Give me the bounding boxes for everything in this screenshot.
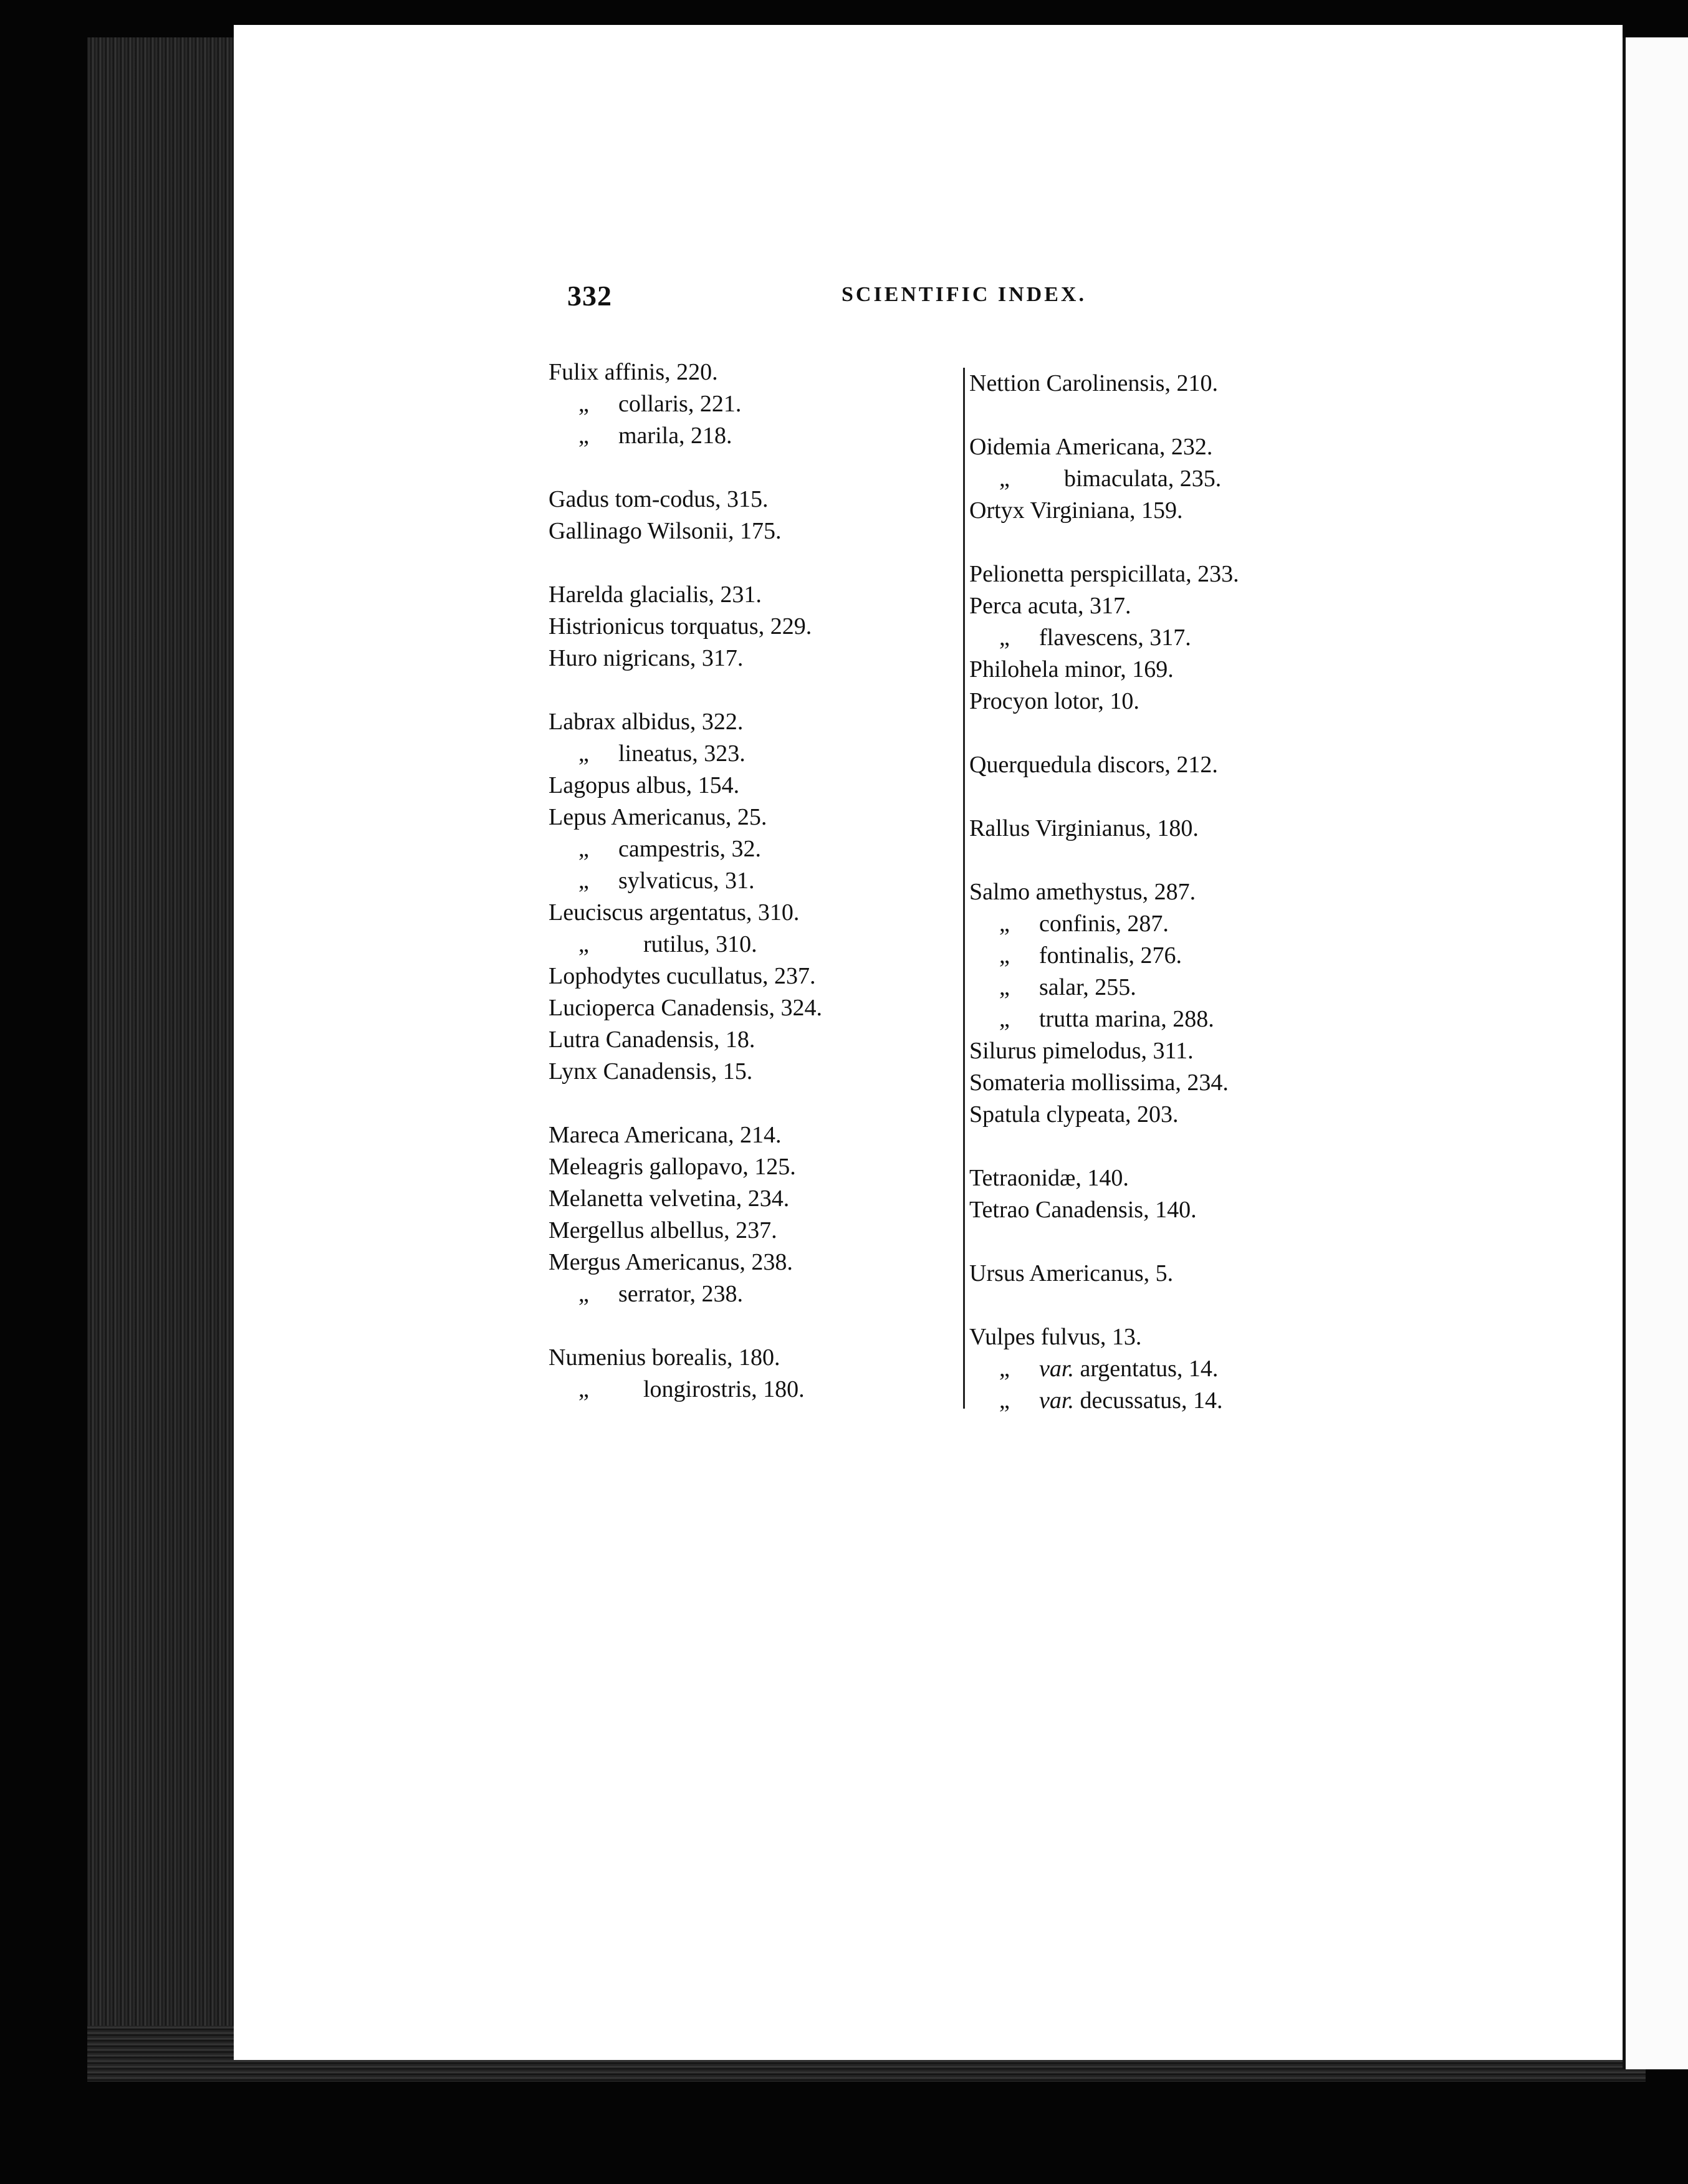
index-entry xyxy=(549,611,898,643)
ditto-mark: „ xyxy=(999,466,1010,492)
entry-text: Melanetta velvetina, 234. xyxy=(549,1185,790,1212)
index-subentry xyxy=(969,908,1356,940)
index-entry xyxy=(549,484,898,515)
index-entry xyxy=(549,897,898,929)
ditto-mark: „ xyxy=(999,911,1010,937)
index-entry xyxy=(969,813,1356,845)
column-divider-rule xyxy=(963,368,965,1409)
entry-text: Mergellus albellus, 237. xyxy=(549,1217,777,1243)
ditto-mark: „ xyxy=(578,868,589,894)
index-subentry xyxy=(549,738,898,770)
index-entry xyxy=(549,1247,898,1278)
index-subentry xyxy=(549,420,898,452)
index-entry xyxy=(549,1151,898,1183)
page-header xyxy=(567,279,1128,323)
index-column-left xyxy=(549,357,898,1406)
index-subentry xyxy=(969,463,1356,495)
ditto-mark: „ xyxy=(578,1376,589,1402)
index-entry xyxy=(969,431,1356,463)
index-entry xyxy=(969,495,1356,527)
index-subentry xyxy=(549,929,898,960)
ditto-mark: „ xyxy=(999,974,1010,1000)
entry-text: serrator, 238. xyxy=(618,1281,744,1307)
index-entry xyxy=(969,1035,1356,1067)
entry-text: decussatus, 14. xyxy=(1080,1387,1223,1414)
entry-text: marila, 218. xyxy=(618,423,732,449)
entry-text: Histrionicus torquatus, 229. xyxy=(549,613,812,639)
entry-text: Oidemia Americana, 232. xyxy=(969,434,1213,460)
entry-text: sylvaticus, 31. xyxy=(618,868,755,894)
entry-text: Ortyx Virginiana, 159. xyxy=(969,497,1183,524)
entry-text: Philohela minor, 169. xyxy=(969,656,1174,682)
index-entry xyxy=(549,1119,898,1151)
entry-text: salar, 255. xyxy=(1039,974,1136,1000)
index-entry xyxy=(549,1342,898,1374)
entry-text: Rallus Virginianus, 180. xyxy=(969,815,1199,841)
index-column-right xyxy=(969,368,1356,1417)
index-subentry xyxy=(549,865,898,897)
index-entry xyxy=(969,558,1356,590)
entry-text: Tetrao Canadensis, 140. xyxy=(969,1197,1197,1223)
ditto-mark: „ xyxy=(578,423,589,449)
entry-text: Lutra Canadensis, 18. xyxy=(549,1027,755,1053)
variety-prefix: var. xyxy=(1039,1387,1074,1414)
page-number: 332 xyxy=(567,280,612,312)
entry-text: Tetraonidæ, 140. xyxy=(969,1165,1129,1191)
index-entry xyxy=(969,368,1356,400)
entry-text: Pelionetta perspicillata, 233. xyxy=(969,561,1239,587)
entry-text: Gallinago Wilsonii, 175. xyxy=(549,518,782,544)
entry-text: argentatus, 14. xyxy=(1080,1356,1219,1382)
ditto-mark: „ xyxy=(999,1006,1010,1032)
entry-text: Labrax albidus, 322. xyxy=(549,709,744,735)
index-entry xyxy=(549,992,898,1024)
index-entry xyxy=(969,1194,1356,1226)
index-entry xyxy=(549,960,898,992)
entry-text: lineatus, 323. xyxy=(618,740,746,767)
index-entry xyxy=(549,515,898,547)
index-entry xyxy=(969,686,1356,717)
entry-text: longirostris, 180. xyxy=(643,1376,805,1402)
entry-text: Lucioperca Canadensis, 324. xyxy=(549,995,822,1021)
entry-text: Perca acuta, 317. xyxy=(969,593,1131,619)
index-entry xyxy=(969,654,1356,686)
entry-text: Querquedula discors, 212. xyxy=(969,752,1218,778)
entry-text: Lagopus albus, 154. xyxy=(549,772,740,798)
ditto-mark: „ xyxy=(999,1356,1010,1382)
entry-text: trutta marina, 288. xyxy=(1039,1006,1214,1032)
page-sheet xyxy=(234,25,1623,2060)
entry-text: fontinalis, 276. xyxy=(1039,942,1182,969)
entry-text: Somateria mollissima, 234. xyxy=(969,1070,1229,1096)
entry-text: Huro nigricans, 317. xyxy=(549,645,744,671)
ditto-mark: „ xyxy=(999,1387,1010,1414)
entry-text: Leuciscus argentatus, 310. xyxy=(549,899,800,926)
ditto-mark: „ xyxy=(578,391,589,417)
entry-text: Lophodytes cucullatus, 237. xyxy=(549,963,816,989)
ditto-mark: „ xyxy=(578,1281,589,1307)
index-entry xyxy=(549,643,898,674)
facing-page-edge xyxy=(1623,37,1688,2069)
index-entry xyxy=(969,749,1356,781)
entry-text: Fulix affinis, 220. xyxy=(549,359,718,385)
index-entry xyxy=(969,876,1356,908)
entry-text: Mareca Americana, 214. xyxy=(549,1122,782,1148)
index-entry xyxy=(969,1099,1356,1131)
index-entry xyxy=(549,1215,898,1247)
index-entry xyxy=(549,1183,898,1215)
index-subentry xyxy=(969,1385,1356,1417)
index-subentry xyxy=(969,1353,1356,1385)
variety-prefix: var. xyxy=(1039,1356,1074,1382)
entry-text: Numenius borealis, 180. xyxy=(549,1344,780,1371)
index-subentry xyxy=(969,972,1356,1003)
index-entry xyxy=(549,579,898,611)
index-entry xyxy=(549,357,898,388)
index-entry xyxy=(969,1258,1356,1290)
index-subentry xyxy=(549,388,898,420)
entry-text: flavescens, 317. xyxy=(1039,625,1191,651)
entry-text: Procyon lotor, 10. xyxy=(969,688,1139,714)
entry-text: Nettion Carolinensis, 210. xyxy=(969,370,1218,396)
entry-text: rutilus, 310. xyxy=(643,931,757,957)
index-entry xyxy=(969,590,1356,622)
index-subentry xyxy=(549,1278,898,1310)
index-subentry xyxy=(969,622,1356,654)
index-subentry xyxy=(969,940,1356,972)
entry-text: Lynx Canadensis, 15. xyxy=(549,1058,753,1085)
entry-text: bimaculata, 235. xyxy=(1064,466,1222,492)
ditto-mark: „ xyxy=(999,625,1010,651)
ditto-mark: „ xyxy=(578,931,589,957)
index-subentry xyxy=(969,1003,1356,1035)
entry-text: confinis, 287. xyxy=(1039,911,1169,937)
index-entry xyxy=(549,1056,898,1088)
ditto-mark: „ xyxy=(999,942,1010,969)
ditto-mark: „ xyxy=(578,740,589,767)
entry-text: Mergus Americanus, 238. xyxy=(549,1249,793,1275)
index-subentry xyxy=(549,833,898,865)
entry-text: Ursus Americanus, 5. xyxy=(969,1260,1174,1286)
entry-text: Meleagris gallopavo, 125. xyxy=(549,1154,796,1180)
index-entry xyxy=(549,770,898,802)
index-entry xyxy=(969,1067,1356,1099)
entry-text: collaris, 221. xyxy=(618,391,742,417)
index-subentry xyxy=(549,1374,898,1406)
index-entry xyxy=(549,802,898,833)
entry-text: Silurus pimelodus, 311. xyxy=(969,1038,1194,1064)
entry-text: campestris, 32. xyxy=(618,836,762,862)
entry-text: Salmo amethystus, 287. xyxy=(969,879,1196,905)
entry-text: Spatula clypeata, 203. xyxy=(969,1101,1179,1128)
entry-text: Lepus Americanus, 25. xyxy=(549,804,767,830)
book-page-edges xyxy=(87,37,243,2057)
running-head-title: SCIENTIFIC INDEX. xyxy=(842,283,1086,306)
entry-text: Vulpes fulvus, 13. xyxy=(969,1324,1142,1350)
entry-text: Gadus tom-codus, 315. xyxy=(549,486,769,512)
entry-text: Harelda glacialis, 231. xyxy=(549,582,762,608)
ditto-mark: „ xyxy=(578,836,589,862)
index-entry xyxy=(969,1162,1356,1194)
index-entry xyxy=(969,1321,1356,1353)
index-entry xyxy=(549,706,898,738)
index-entry xyxy=(549,1024,898,1056)
